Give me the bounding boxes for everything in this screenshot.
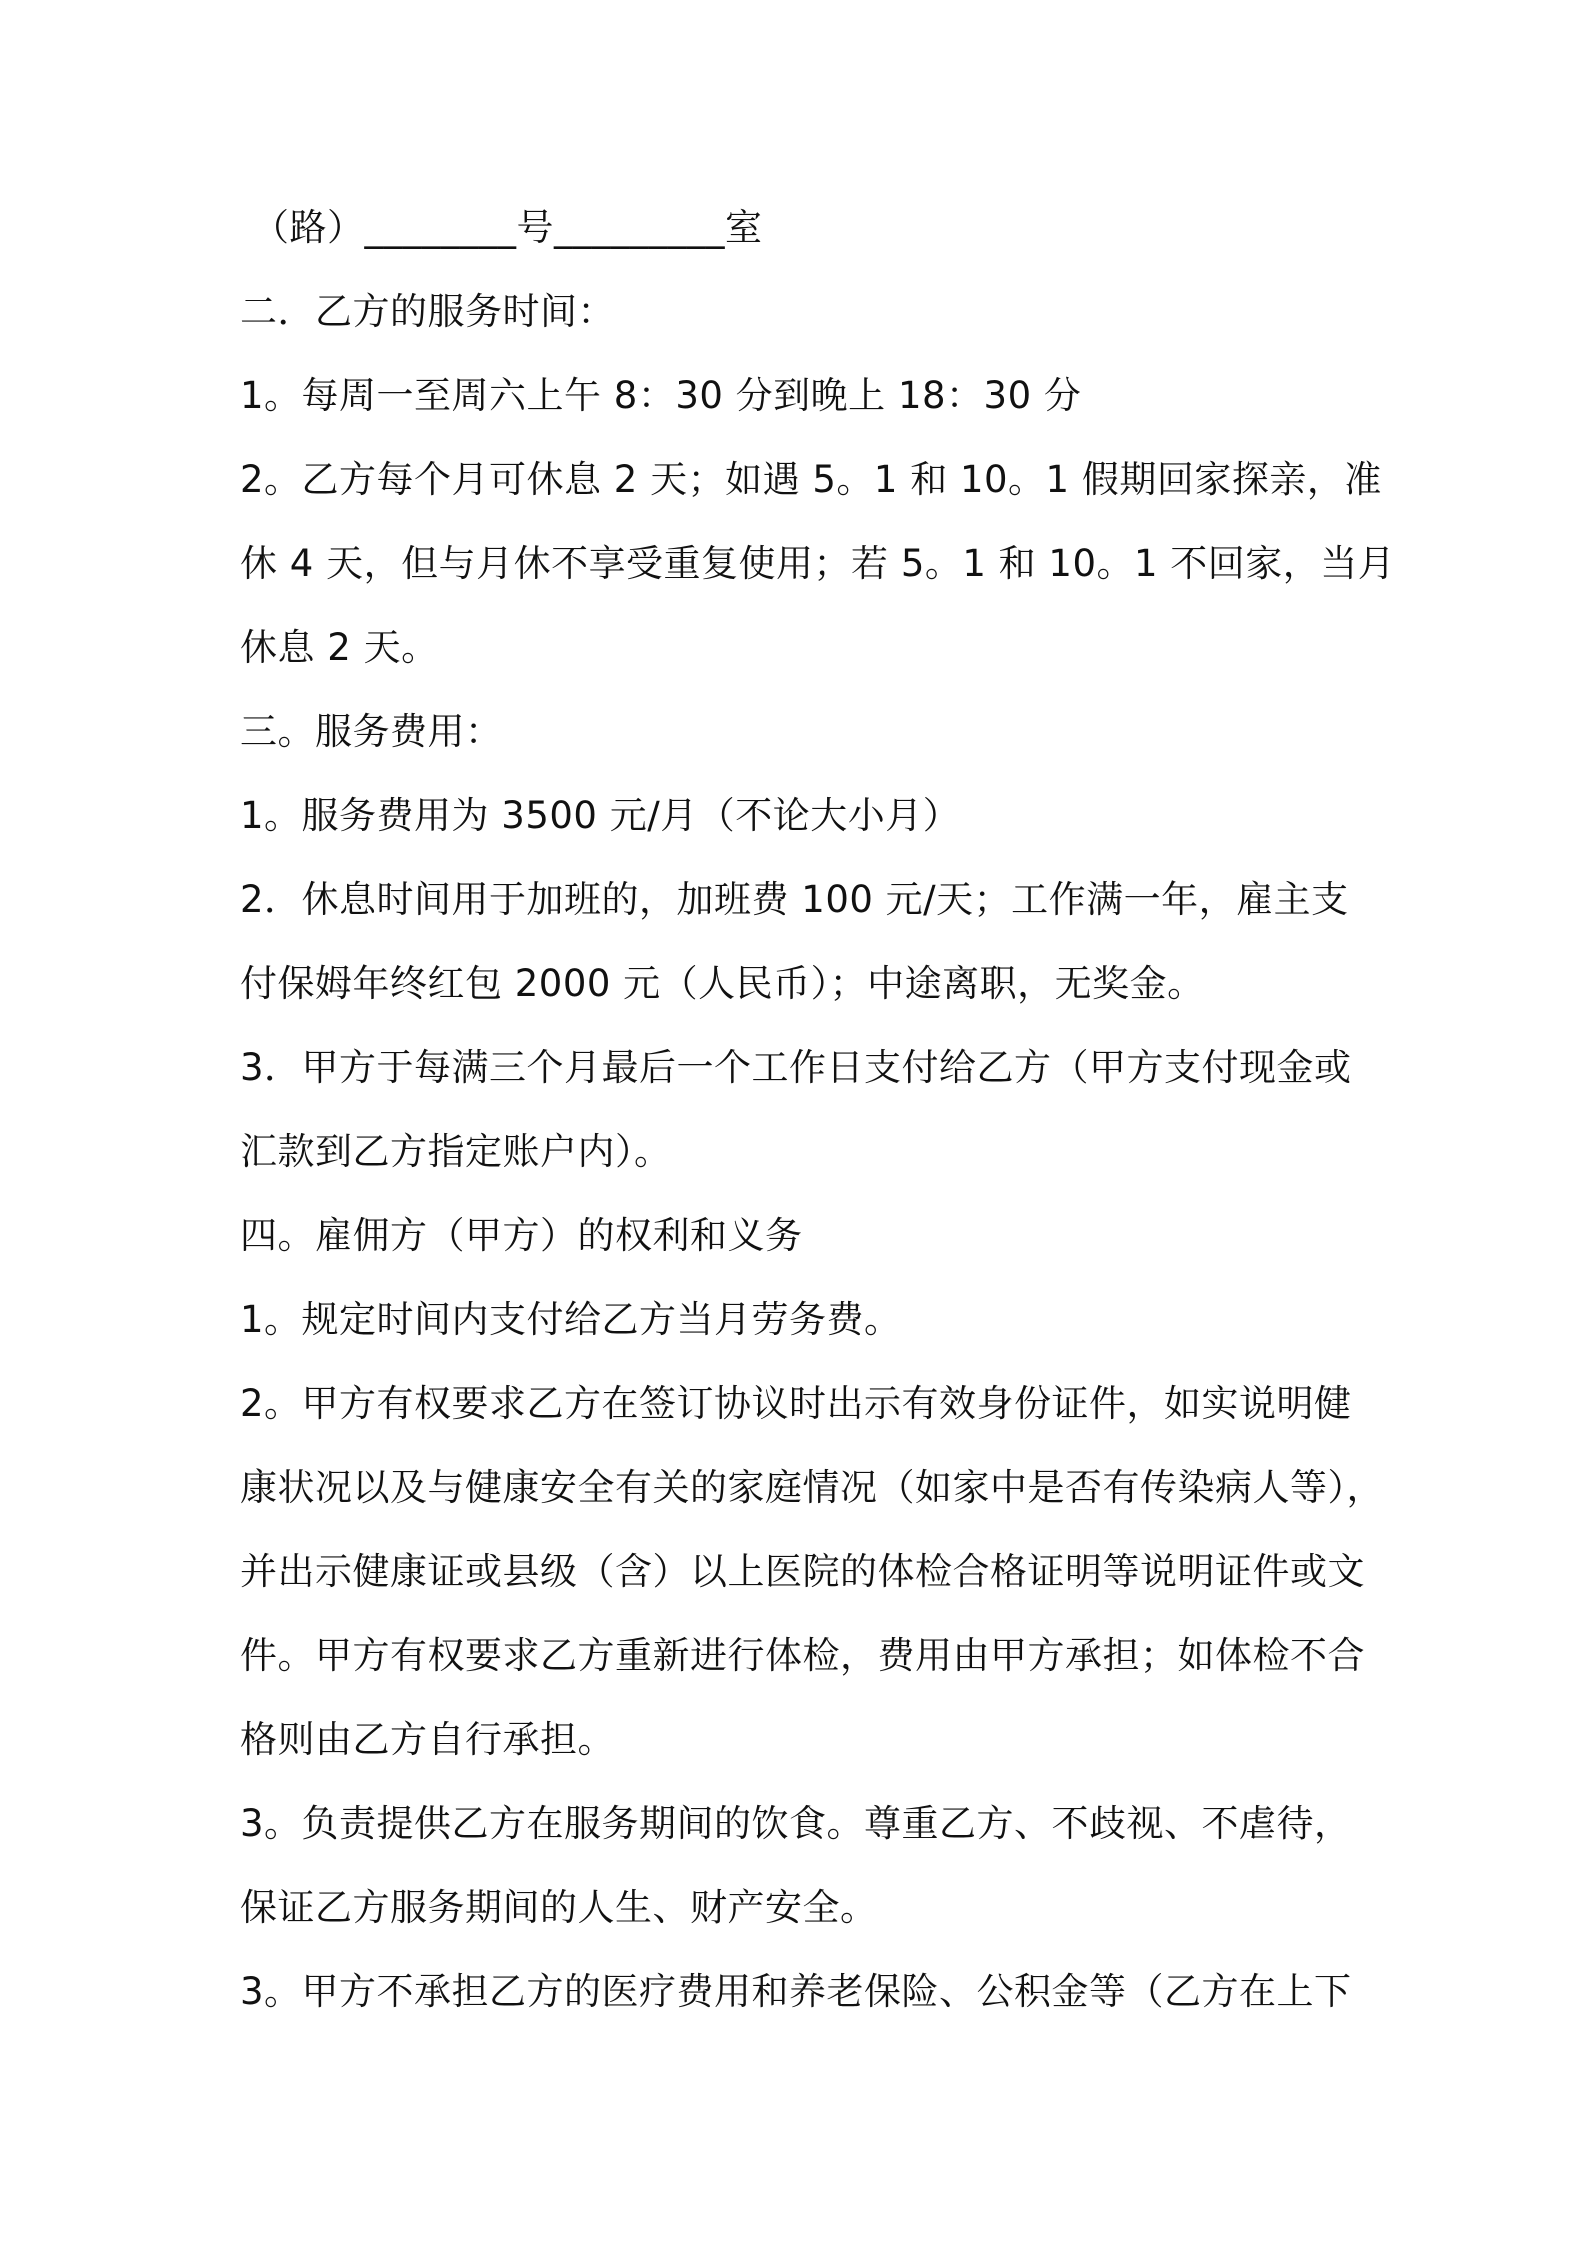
text-line: 2。乙方每个月可休息 2 天；如遇 5。1 和 10。1 假期回家探亲，准 — [240, 458, 1382, 501]
text-line: 3．甲方于每满三个月最后一个工作日支付给乙方（甲方支付现金或 — [240, 1046, 1352, 1089]
text-line: 2。甲方有权要求乙方在签订协议时出示有效身份证件，如实说明健 — [240, 1382, 1352, 1425]
text-line: 2．休息时间用于加班的，加班费 100 元/天；工作满一年，雇主支 — [240, 878, 1349, 921]
text-line: 1。每周一至周六上午 8：30 分到晚上 18：30 分 — [240, 374, 1082, 417]
text-line: 1。服务费用为 3500 元/月（不论大小月） — [240, 794, 961, 837]
text-line: 1。规定时间内支付给乙方当月劳务费。 — [240, 1298, 902, 1341]
section-3-heading: 三。服务费用： — [240, 710, 503, 753]
text-line: 保证乙方服务期间的人生、财产安全。 — [240, 1886, 878, 1929]
address-line: （路）________号_________室 — [252, 206, 763, 249]
section-4-heading: 四。雇佣方（甲方）的权利和义务 — [240, 1214, 803, 1257]
text-line: 付保姆年终红包 2000 元（人民币）；中途离职，无奖金。 — [240, 962, 1205, 1005]
text-line: 件。甲方有权要求乙方重新进行体检，费用由甲方承担；如体检不合 — [240, 1634, 1365, 1677]
text-line: 休息 2 天。 — [240, 626, 439, 669]
text-line: 汇款到乙方指定账户内）。 — [240, 1130, 672, 1173]
text-line: 休 4 天，但与月休不享受重复使用；若 5。1 和 10。1 不回家，当月 — [240, 542, 1396, 585]
section-2-heading: 二．乙方的服务时间： — [240, 290, 615, 333]
text-line: 3。负责提供乙方在服务期间的饮食。尊重乙方、不歧视、不虐待， — [240, 1802, 1352, 1845]
text-line: 并出示健康证或县级（含）以上医院的体检合格证明等说明证件或文 — [240, 1550, 1365, 1593]
text-line: 格则由乙方自行承担。 — [240, 1718, 615, 1761]
text-line: 康状况以及与健康安全有关的家庭情况（如家中是否有传染病人等）， — [240, 1466, 1384, 1509]
text-line: 3。甲方不承担乙方的医疗费用和养老保险、公积金等（乙方在上下 — [240, 1970, 1352, 2013]
